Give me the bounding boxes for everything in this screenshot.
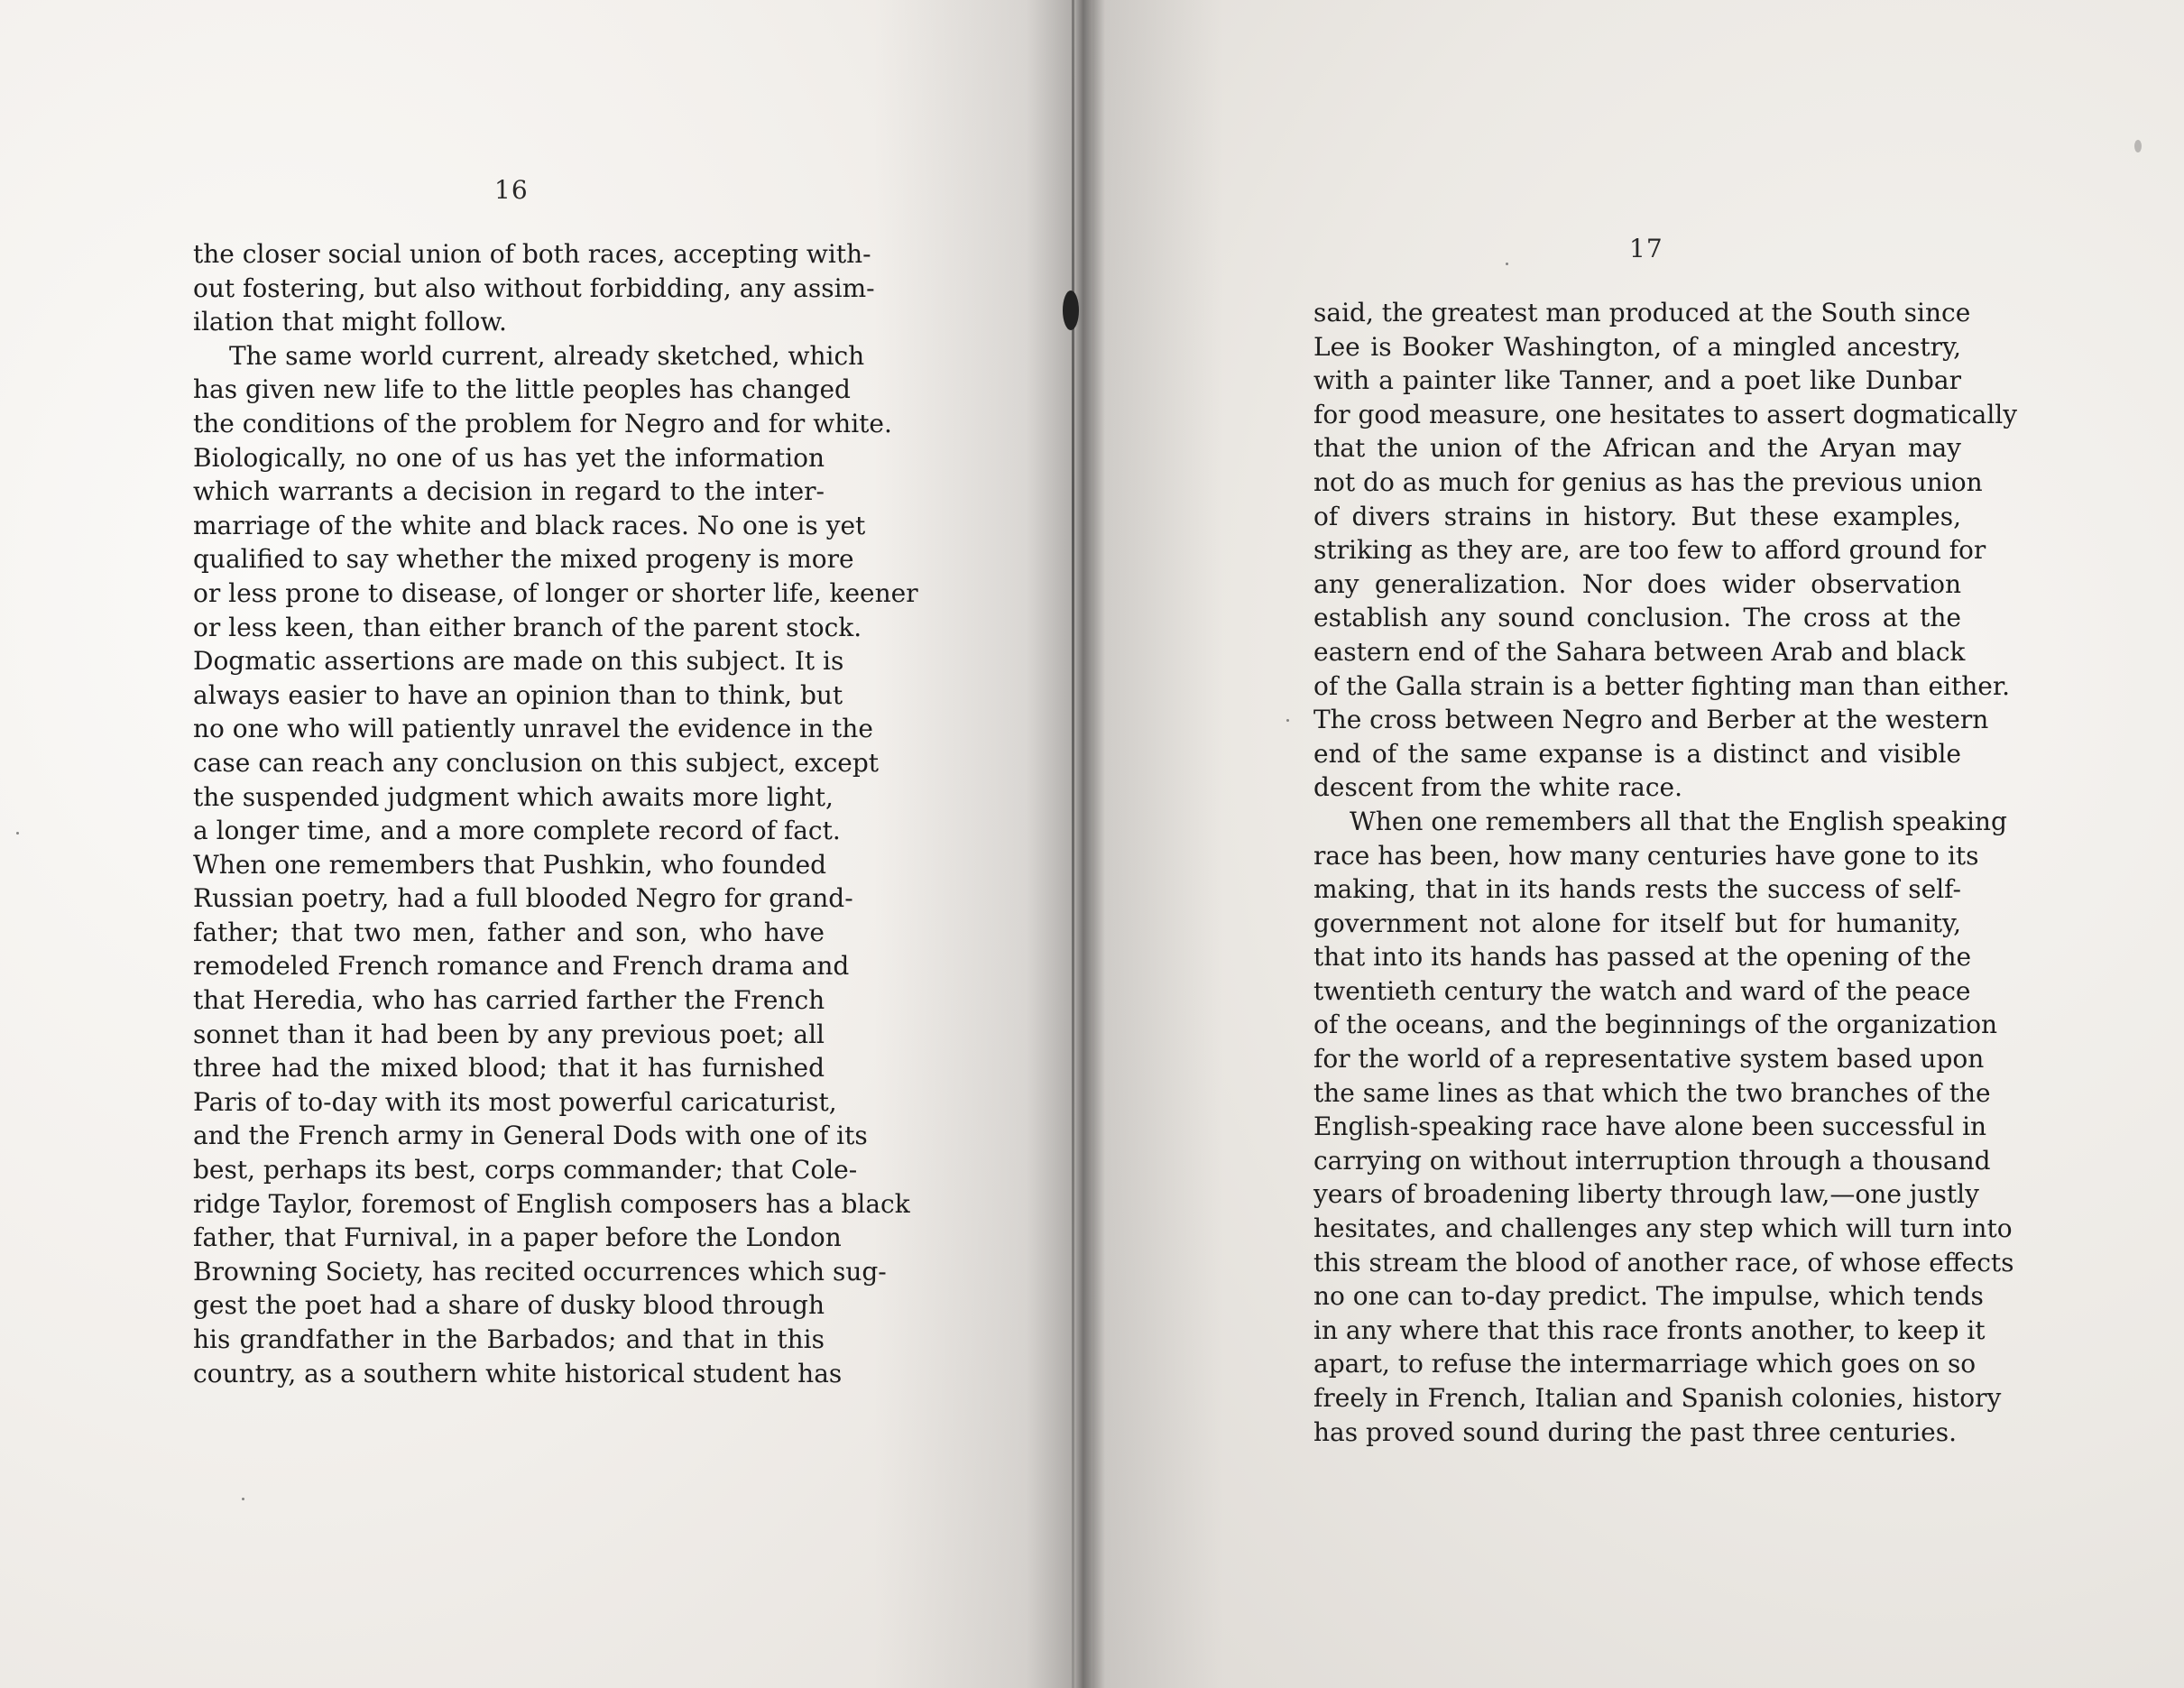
paper-speck: [2134, 140, 2142, 152]
text-line: in any where that this race fronts another, to keep it: [1313, 1314, 1986, 1345]
text-line: the conditions of the problem for Negro and for white.: [193, 408, 892, 438]
text-line: three had the mixed blood; that it has furnished: [193, 1053, 825, 1084]
text-line: said, the greatest man produced at the South since: [1313, 298, 1971, 327]
text-line: striking as they are, are too few to afford ground for: [1313, 535, 1986, 566]
page-number: 17: [1629, 234, 1663, 263]
text-line: years of broadening liberty through law,—one justly: [1313, 1179, 1979, 1210]
page-text: [193, 237, 918, 1390]
text-line: and the French army in General Dods with one of its: [193, 1121, 868, 1151]
text-line: that the union of the African and the Aryan may: [1313, 433, 1961, 464]
text-line: making, that in its hands rests the success of self-: [1313, 874, 1961, 905]
text-line: case can reach any conclusion on this subject, except: [193, 747, 879, 778]
text-line: has proved sound during the past three centuries.: [1313, 1416, 1958, 1447]
text-line: no one who will patiently unravel the evidence in the: [193, 714, 873, 744]
text-line: his grandfather in the Barbados; and that in this: [193, 1324, 825, 1354]
text-line: ridge Taylor, foremost of English composers has a black: [193, 1188, 910, 1219]
text-line: The cross between Negro and Berber at the western: [1313, 705, 1989, 735]
text-line: or less prone to disease, of longer or shorter life, keener: [193, 577, 918, 608]
text-line: that Heredia, who has carried farther the French: [193, 985, 825, 1016]
text-line: When one remembers all that the English speaking: [1350, 806, 2007, 836]
text-line: English-speaking race have alone been successful in: [1313, 1111, 1987, 1142]
paper-speck: [242, 1498, 244, 1500]
text-line: with a painter like Tanner, and a poet like Dunbar: [1313, 365, 1961, 396]
text-line: for the world of a representative system based upon: [1313, 1044, 1985, 1075]
text-line: or less keen, than either branch of the parent stock.: [193, 612, 862, 642]
text-line: apart, to refuse the intermarriage which goes on so: [1313, 1349, 1977, 1379]
text-line: the suspended judgment which awaits more light,: [193, 781, 834, 812]
text-line: always easier to have an opinion than to think, but: [193, 679, 843, 710]
text-line: When one remembers that Pushkin, who founded: [193, 849, 827, 880]
text-line: Paris of to-day with its most powerful caricaturist,: [193, 1086, 837, 1117]
text-line: for good measure, one hesitates to assert dogmatically: [1313, 399, 2018, 429]
text-line: Russian poetry, had a full blooded Negro for grand-: [193, 883, 853, 914]
text-line: the same lines as that which the two branches of the: [1313, 1077, 1991, 1108]
text-line: race has been, how many centuries have gone to its: [1313, 840, 1979, 871]
text-line: father; that two men, father and son, who have: [193, 917, 825, 947]
text-line: a longer time, and a more complete record of fact.: [193, 816, 841, 846]
text-line: sonnet than it had been by any previous poet; all: [193, 1019, 825, 1049]
page-number: 16: [494, 175, 529, 205]
text-line: carrying on without interruption through a thousand: [1313, 1145, 1991, 1176]
book-gutter: [1072, 0, 1074, 1688]
paper-speck: [1506, 263, 1508, 265]
text-line: not do as much for genius as has the previous union: [1313, 466, 1983, 497]
text-line: establish any sound conclusion. The cross at the: [1313, 603, 1961, 633]
text-line: of divers strains in history. But these examples,: [1313, 501, 1961, 531]
text-line: descent from the white race.: [1313, 772, 1683, 803]
text-line: has given new life to the little peoples has changed: [193, 374, 851, 405]
text-line: The same world current, already sketched, which: [229, 340, 865, 371]
text-line: remodeled French romance and French drama and: [193, 951, 850, 982]
text-line: no one can to-day predict. The impulse, which tends: [1313, 1281, 1984, 1312]
right-page: [1075, 0, 2184, 1688]
text-line: any generalization. Nor does wider observation: [1313, 568, 1961, 599]
text-line: this stream the blood of another race, of whose effects: [1313, 1247, 2014, 1278]
text-line: gest the poet had a share of dusky blood through: [193, 1290, 825, 1321]
text-line: ilation that might follow.: [193, 307, 507, 337]
text-line: qualified to say whether the mixed progeny is more: [193, 544, 854, 575]
text-line: of the Galla strain is a better fighting man than either.: [1313, 670, 2011, 701]
left-page: [0, 0, 1072, 1688]
text-line: hesitates, and challenges any step which will turn into: [1313, 1213, 2013, 1244]
text-line: out fostering, but also without forbidding, any assim-: [193, 272, 875, 303]
text-line: which warrants a decision in regard to the inter-: [193, 476, 825, 507]
text-line: government not alone for itself but for humanity,: [1313, 908, 1961, 938]
text-line: country, as a southern white historical student has: [193, 1358, 843, 1388]
paper-speck: [16, 832, 19, 835]
paper-speck: [1286, 719, 1289, 722]
text-line: eastern end of the Sahara between Arab and black: [1313, 636, 1966, 667]
text-line: end of the same expanse is a distinct and visible: [1313, 738, 1961, 769]
text-line: Lee is Booker Washington, of a mingled ancestry,: [1313, 331, 1961, 362]
text-line: that into its hands has passed at the opening of the: [1313, 942, 1972, 973]
text-line: of the oceans, and the beginnings of the organization: [1313, 1010, 1998, 1040]
text-line: Browning Society, has recited occurrences which sug-: [193, 1256, 887, 1287]
text-line: the closer social union of both races, accepting with-: [193, 239, 871, 269]
text-line: twentieth century the watch and ward of the peace: [1313, 975, 1971, 1006]
text-line: best, perhaps its best, corps commander; that Cole-: [193, 1155, 858, 1185]
text-line: freely in French, Italian and Spanish colonies, history: [1313, 1383, 2002, 1413]
text-line: marriage of the white and black races. No one is yet: [193, 510, 866, 540]
text-line: father, that Furnival, in a paper before the London: [193, 1222, 842, 1253]
page-text: [1313, 296, 2018, 1449]
text-line: Dogmatic assertions are made on this subject. It is: [193, 646, 844, 677]
text-line: Biologically, no one of us has yet the information: [193, 442, 825, 473]
